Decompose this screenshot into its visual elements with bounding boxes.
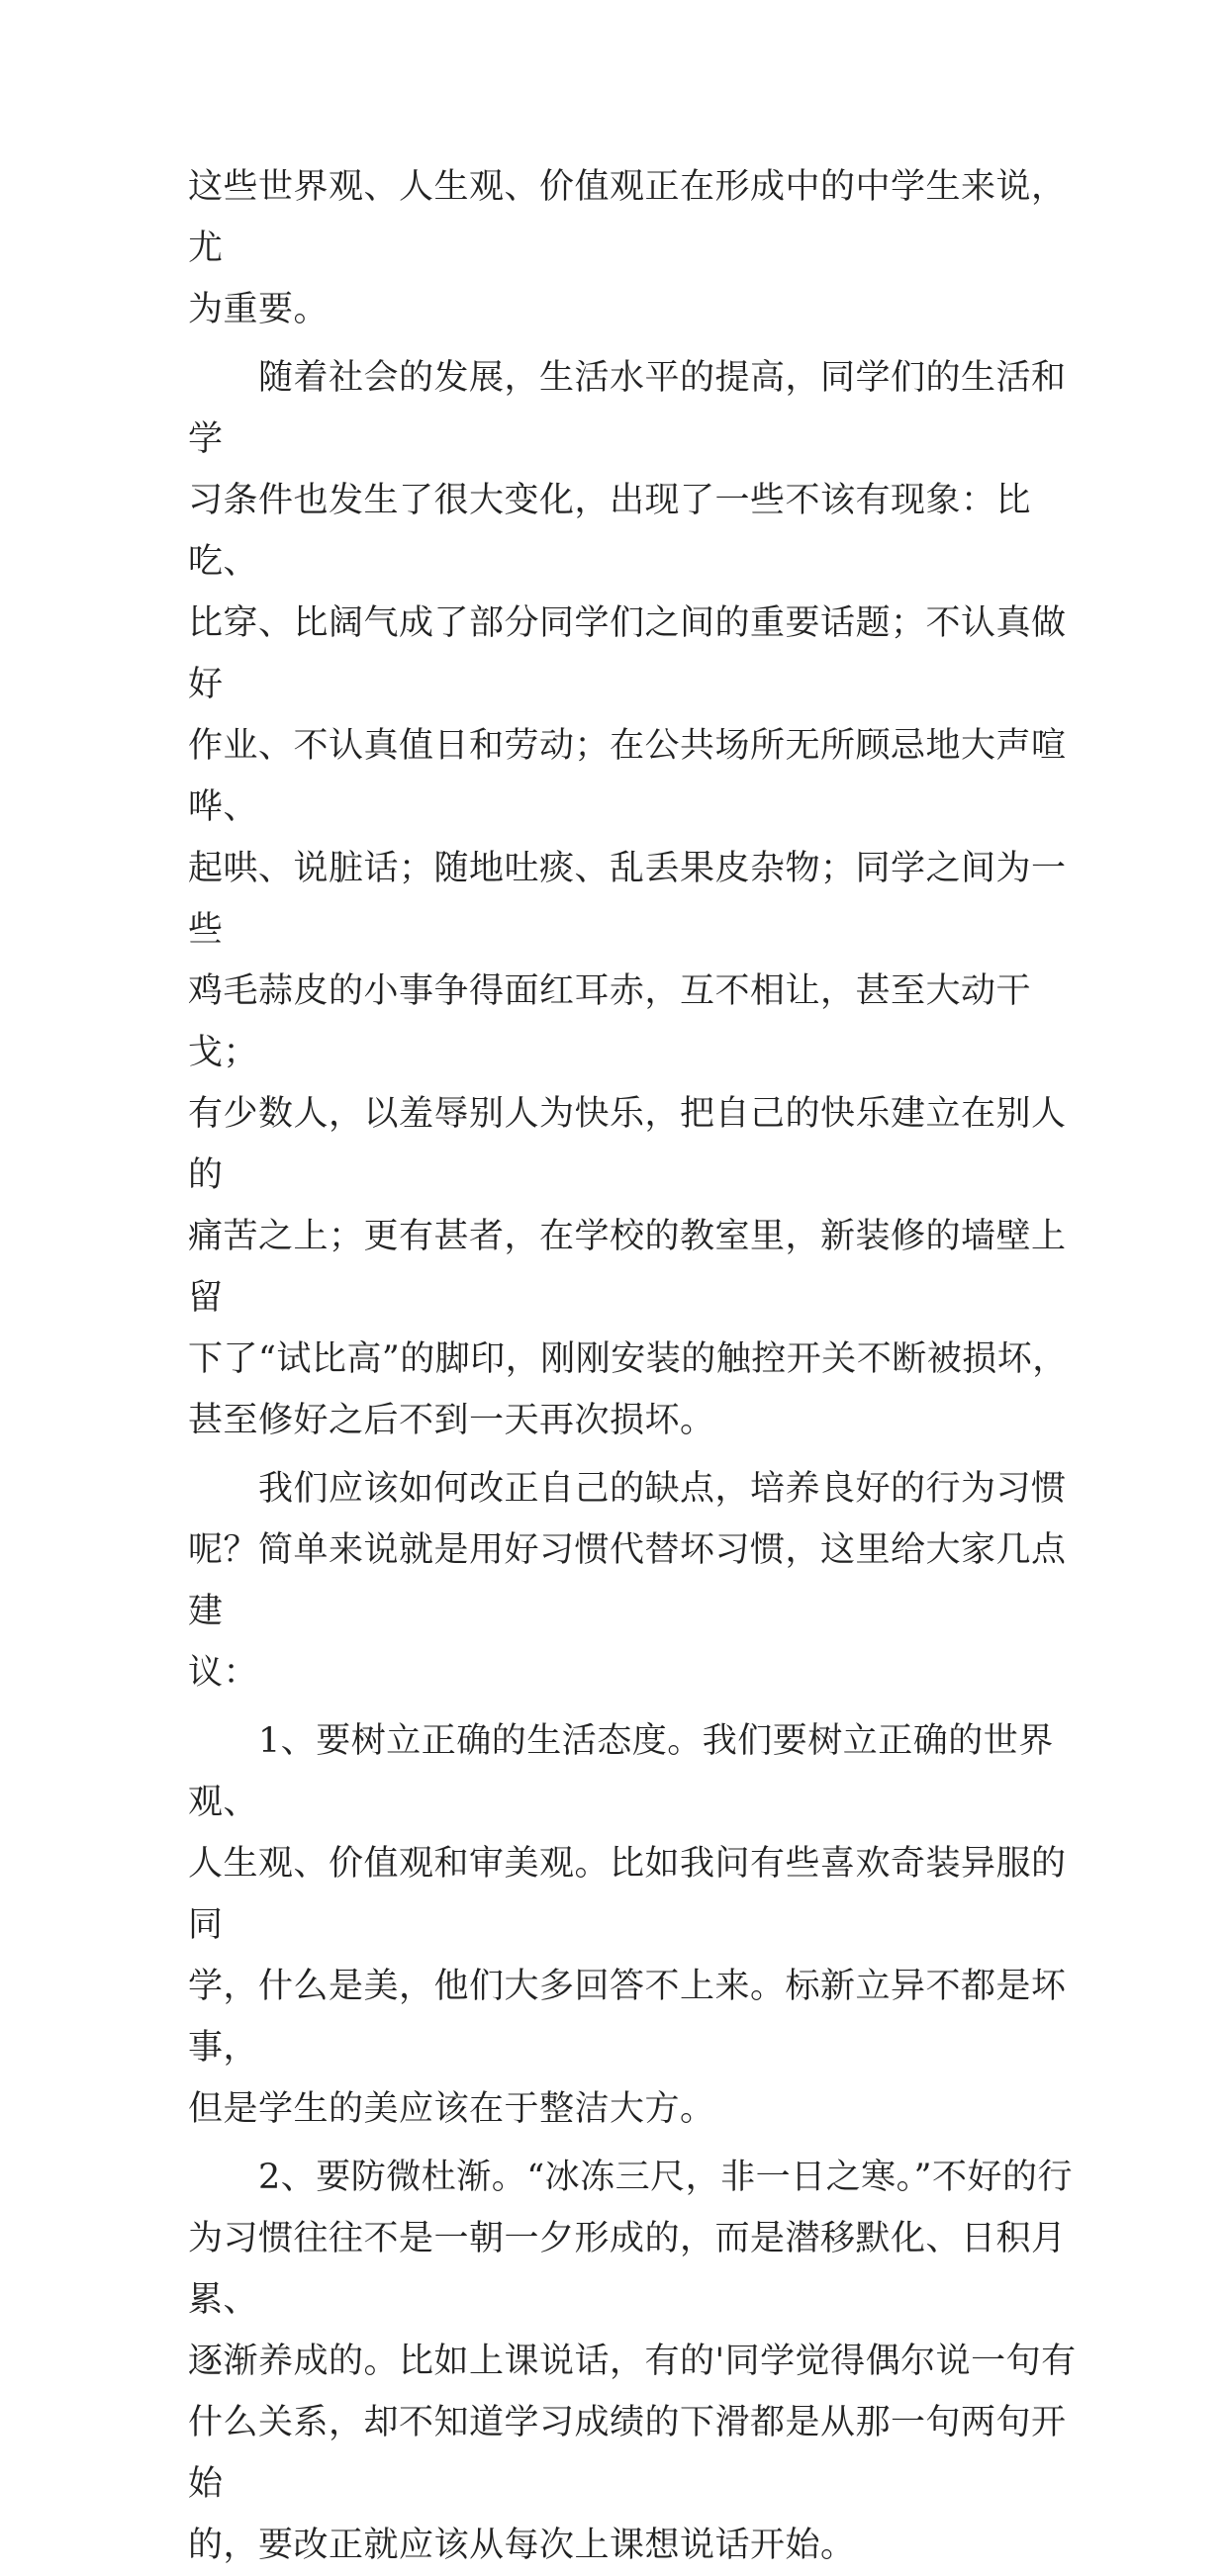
paragraph-5: 2、要防微杜渐。“冰冻三尺，非一日之寒。”不好的行 为习惯往往不是一朝一夕形成的，而是潜移默化、日积月累、 逐渐养成的。比如上课说话，有的'同学觉得偶尔说一句有 什么关系，却不知道学习成绩的下滑都是从那一句两句开始 的，要改正就应该从每次上课想说话开始。	[188, 2158, 1077, 2565]
body-text	[188, 156, 1079, 2576]
paragraph-4: 1、要树立正确的生活态度。我们要树立正确的世界观、 人生观、价值观和审美观。比如我问有些喜欢奇装异服的同 学，什么是美，他们大多回答不上来。标新立异不都是坏事， 但是学生的美应该在于整洁大方。	[188, 1721, 1067, 2129]
paragraph-1: 这些世界观、人生观、价值观正在形成中的中学生来说，尤 为重要。	[188, 167, 1067, 329]
paragraph-2: 随着社会的发展，生活水平的提高，同学们的生活和学 习条件也发生了很大变化，出现了一些不该有现象：比吃、 比穿、比阔气成了部分同学们之间的重要话题；不认真做好 作业、不认真值日和劳动；在公共场所无所顾忌地大声喧哗、 起哄、说脏话；随地吐痰、乱丢果皮杂物；同学之间为一些 鸡毛蒜皮的小事争得面红耳赤，互不相让，甚至大动干戈； 有少数人，以羞辱别人为快乐，把自己的快乐建立在别人的 痛苦之上；更有甚者，在学校的教室里，新装修的墙壁上留 下了“试比高”的脚印，刚刚安装的触控开关不断被损坏， 甚至修好之后不到一天再次损坏。	[188, 358, 1068, 1440]
paragraph-3: 我们应该如何改正自己的缺点，培养良好的行为习惯 呢？简单来说就是用好习惯代替坏习惯，这里给大家几点建 议：	[188, 1469, 1067, 1693]
